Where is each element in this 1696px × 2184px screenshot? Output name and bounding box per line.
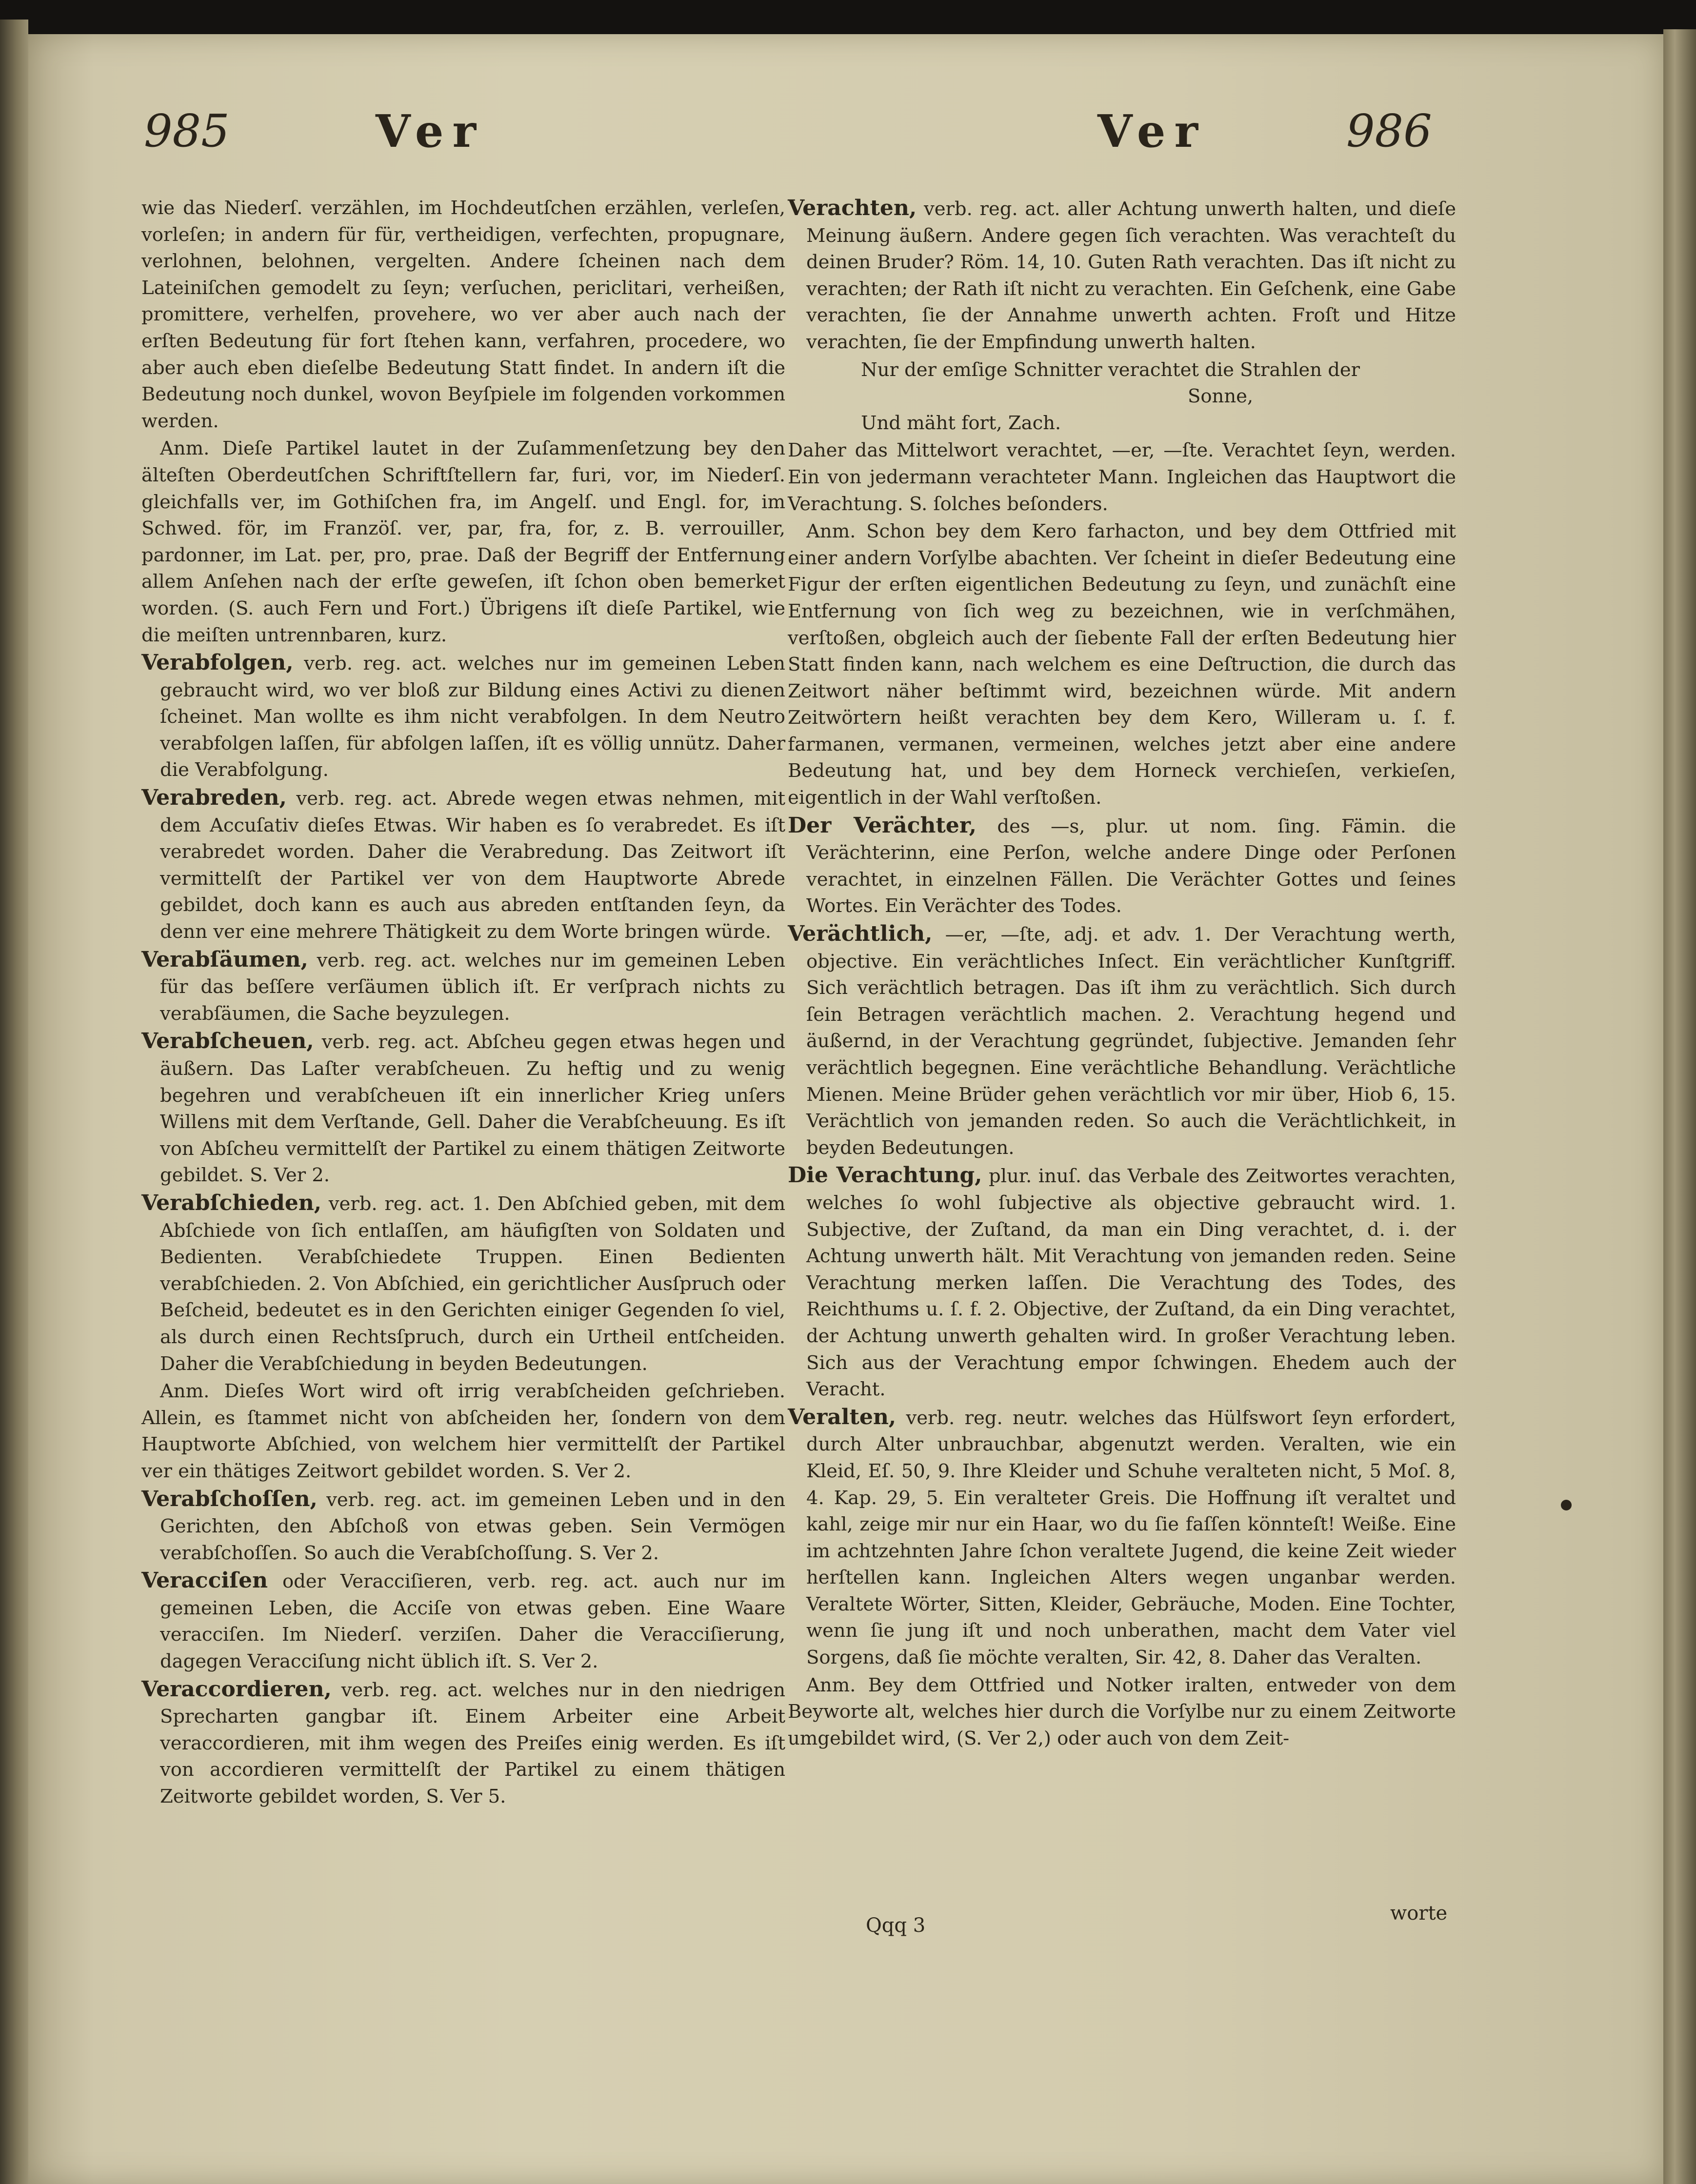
entry-text: plur. inuſ. das Verbale des Zeitwortes verachten, welches ſo wohl ſubjective als objective gebraucht wird. 1. Subjective, der Zuſtand, da man ein Ding verachtet, d. i. der Achtung unwerth hält. Mit Verachtung von jemanden reden. Seine Verachtung merken laſſen. Die Verachtung des Todes, des Reichthums u. ſ. f. 2. Objective, der Zuſtand, da ein Ding verachtet, der Achtung unwerth gehalten wird. In großer Verachtung leben. Sich aus der Verachtung empor ſchwingen. Ehedem auch der Veracht. — [806, 1165, 1456, 1401]
entry-text: Anm. Dieſe Partikel lautet in der Zuſammenſetzung bey den älteſten Oberdeutſchen Schriftſtellern far, furi, vor, im Niederſ. gleichfalls ver, im Gothiſchen fra, im Angelſ. und Engl. for, im Schwed. för, im Franzöſ. ver, par, fra, for, z. B. verrouiller, pardonner, im Lat. per, pro, prae. Daß der Begriff der Entfernung allem Anſehen nach der erſte geweſen, iſt ſchon oben bemerket worden. (S. auch Fern und Fort.) Übrigens iſt dieſe Partikel, wie die meiſten untrennbaren, kurz. — [141, 437, 785, 646]
signature-mark: Qqq 3 — [866, 1914, 926, 1937]
entry-text: —er, —ſte, adj. et adv. 1. Der Verachtung werth, objective. Ein verächtliches Inſect. Ein verächtlicher Kunſtgriff. Sich verächtlich betragen. Das iſt ihm zu verächtlich. Sich durch ſein Betragen verächtlich machen. 2. Verachtung hegend und äußernd, in der Verachtung gegründet, ſubjective. Jemanden ſehr verächtlich begegnen. Eine verächtliche Behandlung. Verächtliche Mienen. Meine Brüder gehen verächtlich vor mir über, Hiob 6, 15. Verächtlich von jemanden reden. So auch die Verächtlichkeit, in beyden Bedeutungen. — [806, 924, 1456, 1159]
dictionary-entry — [141, 1676, 785, 1810]
entry-text: wie das Niederſ. verzählen, im Hochdeutſchen erzählen, verleſen, vorleſen; in andern für für, vertheidigen, verfechten, propugnare, verlohnen, belohnen, vergelten. Andere ſcheinen nach dem Lateiniſchen gemodelt zu ſeyn; verſuchen, periclitari, verheißen, promittere, verhelfen, provehere, wo ver aber auch nach der erſten Bedeutung für fort ſtehen kann, verfahren, procedere, wo aber auch eben dieſelbe Bedeutung Statt findet. In andern iſt die Bedeutung noch dunkel, wovon Beyſpiele im folgenden vorkommen werden. — [141, 197, 785, 432]
entry-headword: Verächtlich, — [788, 921, 933, 947]
right-text-column — [788, 195, 1456, 1753]
dictionary-entry — [788, 813, 1456, 920]
dictionary-entry — [788, 921, 1456, 1161]
verse-line: Sonne, — [1188, 385, 1254, 408]
entry-text: verb. reg. act. welches nur im gemeinen Leben gebraucht wird, wo ver bloß zur Bildung eines Activi zu dienen ſcheinet. Man wollte es ihm nicht verabfolgen. In dem Neutro verabfolgen laſſen, für abfolgen laſſen, iſt es völlig unnütz. Daher die Verabfolgung. — [160, 653, 785, 781]
entry-headword: Verabſchoſſen, — [141, 1486, 318, 1511]
catchword: worte — [1390, 1902, 1448, 1925]
entry-text: verb. reg. act. 1. Den Abſchied geben, mit dem Abſchiede von ſich entlaſſen, am häufigſten von Soldaten und Bedienten. Verabſchiedete Truppen. Einen Bedienten verabſchieden. 2. Von Abſchied, ein gerichtlicher Ausſpruch oder Beſcheid, bedeutet es in den Gerichten einiger Gegenden ſo viel, als durch einen Rechtsſpruch, durch ein Urtheil entſcheiden. Daher die Verabſchiedung in beyden Bedeutungen. — [160, 1192, 785, 1375]
dictionary-entry — [141, 1028, 785, 1189]
ink-dot — [1561, 1500, 1572, 1510]
dictionary-note — [788, 518, 1456, 812]
entry-text: Daher das Mittelwort verachtet, —er, —ſte. Verachtet ſeyn, werden. Ein von jedermann verachteter Mann. Ingleichen das Hauptwort die Verachtung. S. ſolches beſonders. — [788, 439, 1456, 515]
book-edge-right — [1663, 29, 1696, 2184]
verse-line: Und mäht fort, Zach. — [861, 412, 1061, 434]
entry-text: verb. reg. act. welches nur im gemeinen Leben für das beſſere verſäumen üblich iſt. Er verſprach nichts zu verabſäumen, die Sache beyzulegen. — [160, 949, 785, 1025]
entry-headword: Verabſchieden, — [141, 1190, 322, 1215]
left-page-number: 985 — [144, 105, 230, 157]
dictionary-entry — [141, 1190, 785, 1377]
entry-headword: Die Verachtung, — [788, 1163, 982, 1188]
entry-text: des —s, plur. ut nom. ſing. Fämin. die Verächterinn, eine Perſon, welche andere Dinge oder Perſonen verachtet, in einzelnen Fällen. Die Verächter Gottes und ſeines Wortes. Ein Verächter des Todes. — [806, 815, 1456, 917]
dictionary-entry — [141, 1568, 785, 1675]
dictionary-note — [141, 436, 785, 649]
right-running-head: Ver — [1097, 105, 1207, 158]
entry-text: Anm. Schon bey dem Kero farhacton, und bey dem Ottfried mit einer andern Vorſylbe abachten. Ver ſcheint in dieſer Bedeutung eine Figur der erſten eigentlichen Bedeutung zu ſeyn, und zunächſt eine Entfernung von ſich weg zu bezeichnen, wie in verſchmähen, verſtoßen, obgleich auch der ſiebente Fall der erſten Bedeutung hier Statt finden kann, nach welchem es eine Deſtruction, die durch das Zeitwort näher beſtimmt wird, bezeichnen würde. Mit andern Zeitwörtern heißt verachten bey dem Kero, Willeram u. ſ. f. farmanen, vermanen, vermeinen, welches jetzt aber eine andere Bedeutung hat, und bey dem Horneck verchieſen, verkieſen, eigentlich in der Wahl verſtoßen. — [788, 520, 1456, 809]
entry-text: Anm. Bey dem Ottfried und Notker iralten, entweder von dem Beyworte alt, welches hier durch die Vorſylbe nur zu einem Zeitworte umgebildet wird, (S. Ver 2,) oder auch von dem Zeit- — [788, 1674, 1456, 1749]
verse-line: Nur der emſige Schnitter verachtet die Strahlen der — [861, 358, 1360, 381]
left-text-column — [141, 195, 785, 1811]
left-running-head: Ver — [376, 105, 485, 158]
dictionary-entry — [788, 1162, 1456, 1403]
entry-text: verb. reg. act. aller Achtung unwerth halten, und dieſe Meinung äußern. Andere gegen ſich verachten. Was verachteſt du deinen Bruder? Röm. 14, 10. Guten Rath verachten. Das iſt nicht zu verachten; der Rath iſt nicht zu verachten. Ein Geſchenk, eine Gabe verachten, ſie der Annahme unwerth achten. Froſt und Hitze verachten, ſie der Empfindung unwerth halten. — [806, 198, 1456, 353]
entry-text: verb. reg. act. Abſcheu gegen etwas hegen und äußern. Das Laſter verabſcheuen. Zu heftig und zu wenig begehren und verabſcheuen iſt ein innerlicher Krieg unſers Willens mit dem Verſtande, Gell. Daher die Verabſcheuung. Es iſt von Abſcheu vermittelſt der Partikel zu einem thätigen Zeitworte gebildet. S. Ver 2. — [160, 1031, 785, 1187]
entry-headword: Verabreden, — [141, 785, 287, 811]
dictionary-note — [141, 1378, 785, 1485]
entry-text: verb. reg. act. im gemeinen Leben und in den Gerichten, den Abſchoß von etwas geben. Sein Vermögen verabſchoſſen. So auch die Verabſchoſſung. S. Ver 2. — [160, 1489, 785, 1564]
dictionary-entry — [141, 195, 785, 435]
book-edge-left — [0, 20, 28, 2184]
entry-headword: Verachten, — [788, 196, 917, 220]
entry-headword: Verabſäumen, — [141, 947, 308, 972]
dictionary-entry — [788, 195, 1456, 356]
dictionary-entry — [788, 437, 1456, 517]
dictionary-entry — [788, 1404, 1456, 1671]
entry-headword: Verabfolgen, — [141, 650, 294, 675]
dictionary-note — [788, 1672, 1456, 1752]
dictionary-entry — [141, 1486, 785, 1567]
entry-text: verb. reg. neutr. welches das Hülfswort ſeyn erfordert, durch Alter unbrauchbar, abgenutzt werden. Veralten, wie ein Kleid, Eſ. 50, 9. Ihre Kleider und Schuhe veralteten nicht, 5 Moſ. 8, 4. Kap. 29, 5. Ein veralteter Greis. Die Hoffnung iſt veraltet und kahl, zeige mir nur ein Haar, wo du ſie faſſen könnteſt! Weiße. Eine im achtzehnten Jahre ſchon veraltete Jugend, die keine Zeit wieder herſtellen kann. Ingleichen Alters wegen unganbar werden. Veraltete Wörter, Sitten, Kleider, Gebräuche, Moden. Eine Tochter, wenn ſie jung iſt und noch unberathen, macht dem Vater viel Sorgens, daß ſie möchte veralten, Sir. 42, 8. Daher das Veralten. — [806, 1407, 1456, 1669]
entry-headword: Veracciſen — [141, 1568, 268, 1593]
entry-headword: Der Verächter, — [788, 813, 977, 838]
entry-text: oder Veracciſieren, verb. reg. act. auch nur im gemeinen Leben, die Acciſe von etwas geben. Eine Waare veracciſen. Im Niederſ. verziſen. Daher die Veracciſierung, dagegen Veracciſung nicht üblich iſt. S. Ver 2. — [160, 1570, 785, 1673]
dictionary-entry — [141, 947, 785, 1028]
dictionary-entry — [141, 650, 785, 784]
entry-text: Anm. Dieſes Wort wird oft irrig verabſcheiden geſchrieben. Allein, es ſtammet nicht von abſcheiden her, ſondern von dem Hauptworte Abſchied, von welchem hier vermittelſt der Partikel ver ein thätiges Zeitwort gebildet worden. S. Ver 2. — [141, 1380, 785, 1482]
entry-text: verb. reg. act. welches nur in den niedrigen Sprecharten gangbar iſt. Einem Arbeiter eine Arbeit veraccordieren, mit ihm wegen des Preiſes einig werden. Es iſt von accordieren vermittelſt der Partikel zu einem thätigen Zeitworte gebildet worden, S. Ver 5. — [160, 1679, 785, 1808]
right-page-number: 986 — [1346, 105, 1432, 157]
dictionary-entry — [141, 785, 785, 946]
entry-headword: Verabſcheuen, — [141, 1029, 314, 1054]
entry-text: verb. reg. act. Abrede wegen etwas nehmen, mit dem Accuſativ dieſes Etwas. Wir haben es ſo verabredet. Es iſt verabredet worden. Daher die Verabredung. Das Zeitwort iſt vermittelſt der Partikel ver von dem Hauptworte Abrede gebildet, doch kann es auch aus abreden entſtanden ſeyn, da denn ver eine mehrere Thätigkeit zu dem Worte bringen würde. — [160, 788, 785, 943]
entry-headword: Veraccordieren, — [141, 1676, 332, 1702]
entry-headword: Veralten, — [788, 1404, 897, 1430]
